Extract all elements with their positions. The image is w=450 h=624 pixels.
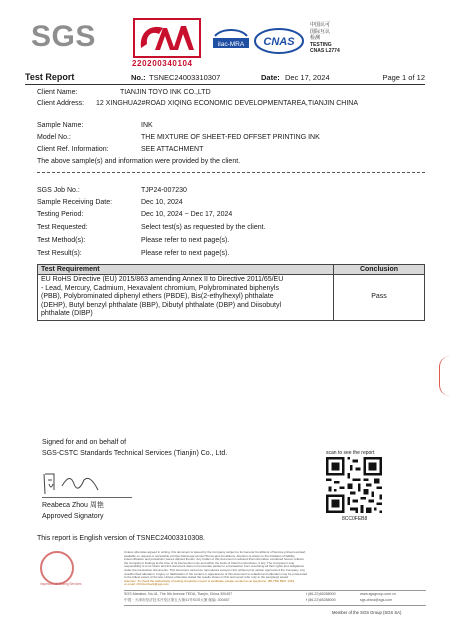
table-row bbox=[38, 275, 425, 321]
client-address-value: 12 XINGHUA2#ROAD XIQING ECONOMIC DEVELOPMENTAREA,TIANJIN CHINA bbox=[96, 100, 359, 107]
footer-fax: f (86-22)65288000 bbox=[306, 598, 336, 602]
disclaimer-line: Attention: To check the authenticity of testing /inspection report & certificate, please contact us at telephone: (86-755) 8307 1443, bbox=[124, 578, 295, 583]
test-method-label: Test Method(s): bbox=[37, 237, 86, 244]
disclaimer-line: under the transaction documents. This document cannot be reproduced except in full, without prior written approval of the Company. Any bbox=[124, 567, 305, 572]
page-indicator: Page 1 of 12 bbox=[382, 73, 425, 82]
signatory-name: Reabeca Zhou 周艳 bbox=[42, 502, 104, 509]
cnas-text: CNAS bbox=[263, 36, 295, 48]
footer-disclaimer bbox=[124, 551, 426, 587]
job-no-value: TJP24-007230 bbox=[141, 187, 187, 194]
ilac-text: ilac-MRA bbox=[217, 41, 245, 48]
cnas-logo bbox=[254, 26, 304, 56]
cnas-line: CNAS L2774 bbox=[310, 48, 340, 54]
title-divider bbox=[25, 84, 425, 85]
client-address-label: Client Address: bbox=[37, 100, 85, 107]
footer-web[interactable]: www.sgsgroup.com.cn bbox=[360, 592, 396, 596]
handwritten-signature bbox=[40, 470, 130, 498]
disclaimer-line: Unless otherwise agreed in writing, this document is issued by the Company subject to its General Conditions of Service printed overleaf, bbox=[124, 550, 306, 554]
cnas-caption bbox=[310, 22, 340, 55]
disclaimer-line: unauthorized alteration, forgery or falsification of the content or appearance of this document is unlawful and offenders may be prosecuted bbox=[124, 571, 308, 576]
requirement-header: Test Requirement bbox=[38, 265, 334, 275]
footer-divider bbox=[124, 590, 426, 591]
model-no-label: Model No.: bbox=[37, 134, 71, 141]
english-version-note: This report is English version of TSNEC24003310308. bbox=[37, 535, 205, 542]
table-header-row bbox=[38, 265, 425, 275]
footer-bottom-divider bbox=[124, 605, 426, 606]
requirement-line: (DEHP), Butyl benzyl phthalate (BBP), Dibutyl phthalate (DBP) and Diisobutyl bbox=[41, 301, 282, 309]
test-requested-label: Test Requested: bbox=[37, 224, 88, 231]
cma-number: 220200340104 bbox=[132, 59, 193, 68]
report-title: Test Report bbox=[25, 72, 75, 82]
cnas-line: 检测 bbox=[310, 35, 321, 41]
section-divider bbox=[37, 172, 425, 173]
test-result-label: Test Result(s): bbox=[37, 250, 82, 257]
testing-period-label: Testing Period: bbox=[37, 211, 84, 218]
disclaimer-line: indemnification and jurisdiction issues defined therein. Any holder of this document is advised that information contained hereon reflects bbox=[124, 557, 304, 562]
cnas-line: 中国认可 bbox=[310, 22, 331, 28]
client-ref-label: Client Ref. Information: bbox=[37, 146, 109, 153]
footer-phone: t (86-22)65288000 bbox=[306, 592, 336, 596]
requirement-cell bbox=[38, 275, 334, 321]
test-result-value: Please refer to next page(s). bbox=[141, 250, 230, 257]
requirement-line: - Lead, Mercury, Cadmium, Hexavalent chromium, Polybrominated biphenyls bbox=[41, 284, 279, 292]
receiving-date-label: Sample Receiving Date: bbox=[37, 199, 113, 206]
client-name-value: TIANJIN TOYO INK CO.,LTD bbox=[120, 89, 211, 96]
conclusion-header: Conclusion bbox=[334, 265, 425, 275]
qr-code-text: 8CC0FEB8 bbox=[342, 516, 368, 522]
report-no-label: No.: bbox=[131, 73, 146, 82]
report-header bbox=[0, 10, 450, 68]
client-name-label: Client Name: bbox=[37, 89, 78, 96]
test-requirement-table bbox=[37, 264, 425, 321]
report-title-row bbox=[25, 72, 425, 84]
report-date-value: Dec 17, 2024 bbox=[285, 73, 330, 82]
sgs-logo: SGS bbox=[31, 20, 96, 53]
client-ref-value: SEE ATTACHMENT bbox=[141, 146, 204, 153]
test-requested-value: Select test(s) as requested by the client. bbox=[141, 224, 266, 231]
signature-line bbox=[42, 497, 132, 498]
disclaimer-line: or email: CN.Doccheck@sgs.com bbox=[124, 582, 169, 587]
requirement-line: (PBB), Polybrominated diphenyl ethers (PBDE), Bis(2-ethylhexyl) phthalate bbox=[41, 293, 274, 300]
test-method-value: Please refer to next page(s). bbox=[141, 237, 230, 244]
report-no-value: TSNEC24003310307 bbox=[149, 73, 221, 82]
cnas-line: 国际互认 bbox=[310, 28, 331, 35]
signatory-company: SGS-CSTC Standards Technical Services (Tianjin) Co., Ltd. bbox=[42, 450, 228, 457]
cma-logo bbox=[133, 18, 201, 58]
disclaimer-line: to the fullest extent of the law. Unless otherwise stated the results shown in this test report refer only to the sample(s) tested. bbox=[124, 575, 289, 580]
model-no-value: THE MIXTURE OF SHEET-FED OFFSET PRINTING INK bbox=[141, 134, 320, 141]
requirement-line: EU RoHS Directive (EU) 2015/863 amending Annex II to Directive 2011/65/EU bbox=[41, 276, 284, 283]
requirement-line: phthalate (DIBP) bbox=[41, 310, 93, 317]
signatory-title: Approved Signatory bbox=[42, 513, 104, 520]
ilac-mra-logo bbox=[212, 26, 250, 54]
disclaimer-line: available on request or accessible at https://www.sgs.com/en/Terms-and-Conditions. Attention is drawn to the limitation of liability, bbox=[124, 553, 296, 558]
disclaimer-line: the Company's findings at the time of its intervention only and within the limits of Client's instructions, if any. The Company's sole bbox=[124, 560, 295, 565]
footer-address-cn: 中国・天津市经济技术开发区第五大街41号SGS大厦 邮编: 300457 bbox=[124, 598, 230, 602]
cnas-line: TESTING bbox=[310, 41, 332, 48]
footer-email[interactable]: sgs.china@sgs.com bbox=[360, 598, 393, 602]
job-no-label: SGS Job No.: bbox=[37, 187, 80, 194]
sgs-group-member: Member of the SGS Group (SGS SA) bbox=[332, 610, 402, 615]
disclaimer-line: responsibility is to its Client and this document does not exonerate parties to a transaction from exercising all their rights and obligations bbox=[124, 564, 304, 569]
sample-name-label: Sample Name: bbox=[37, 122, 84, 129]
testing-period-value: Dec 10, 2024 ~ Dec 17, 2024 bbox=[141, 211, 233, 218]
seal-caption: Inspection & Testing Services bbox=[40, 582, 82, 586]
footer-address-en: SGS Mansion, No.41, The 5th Avenue TEDA, Tianjin, China 300457 bbox=[124, 592, 233, 596]
provided-note: The above sample(s) and information were provided by the client. bbox=[37, 158, 241, 165]
report-date-label: Date: bbox=[261, 73, 280, 82]
qr-code-icon[interactable] bbox=[326, 457, 382, 513]
conclusion-cell: Pass bbox=[334, 275, 425, 321]
sample-name-value: INK bbox=[141, 122, 153, 129]
sgs-seal-stamp bbox=[40, 551, 74, 585]
page-edge-mark bbox=[439, 356, 450, 396]
qr-caption: scan to see the report bbox=[326, 450, 375, 456]
receiving-date-value: Dec 10, 2024 bbox=[141, 199, 183, 206]
signed-on-behalf: Signed for and on behalf of bbox=[42, 439, 127, 446]
